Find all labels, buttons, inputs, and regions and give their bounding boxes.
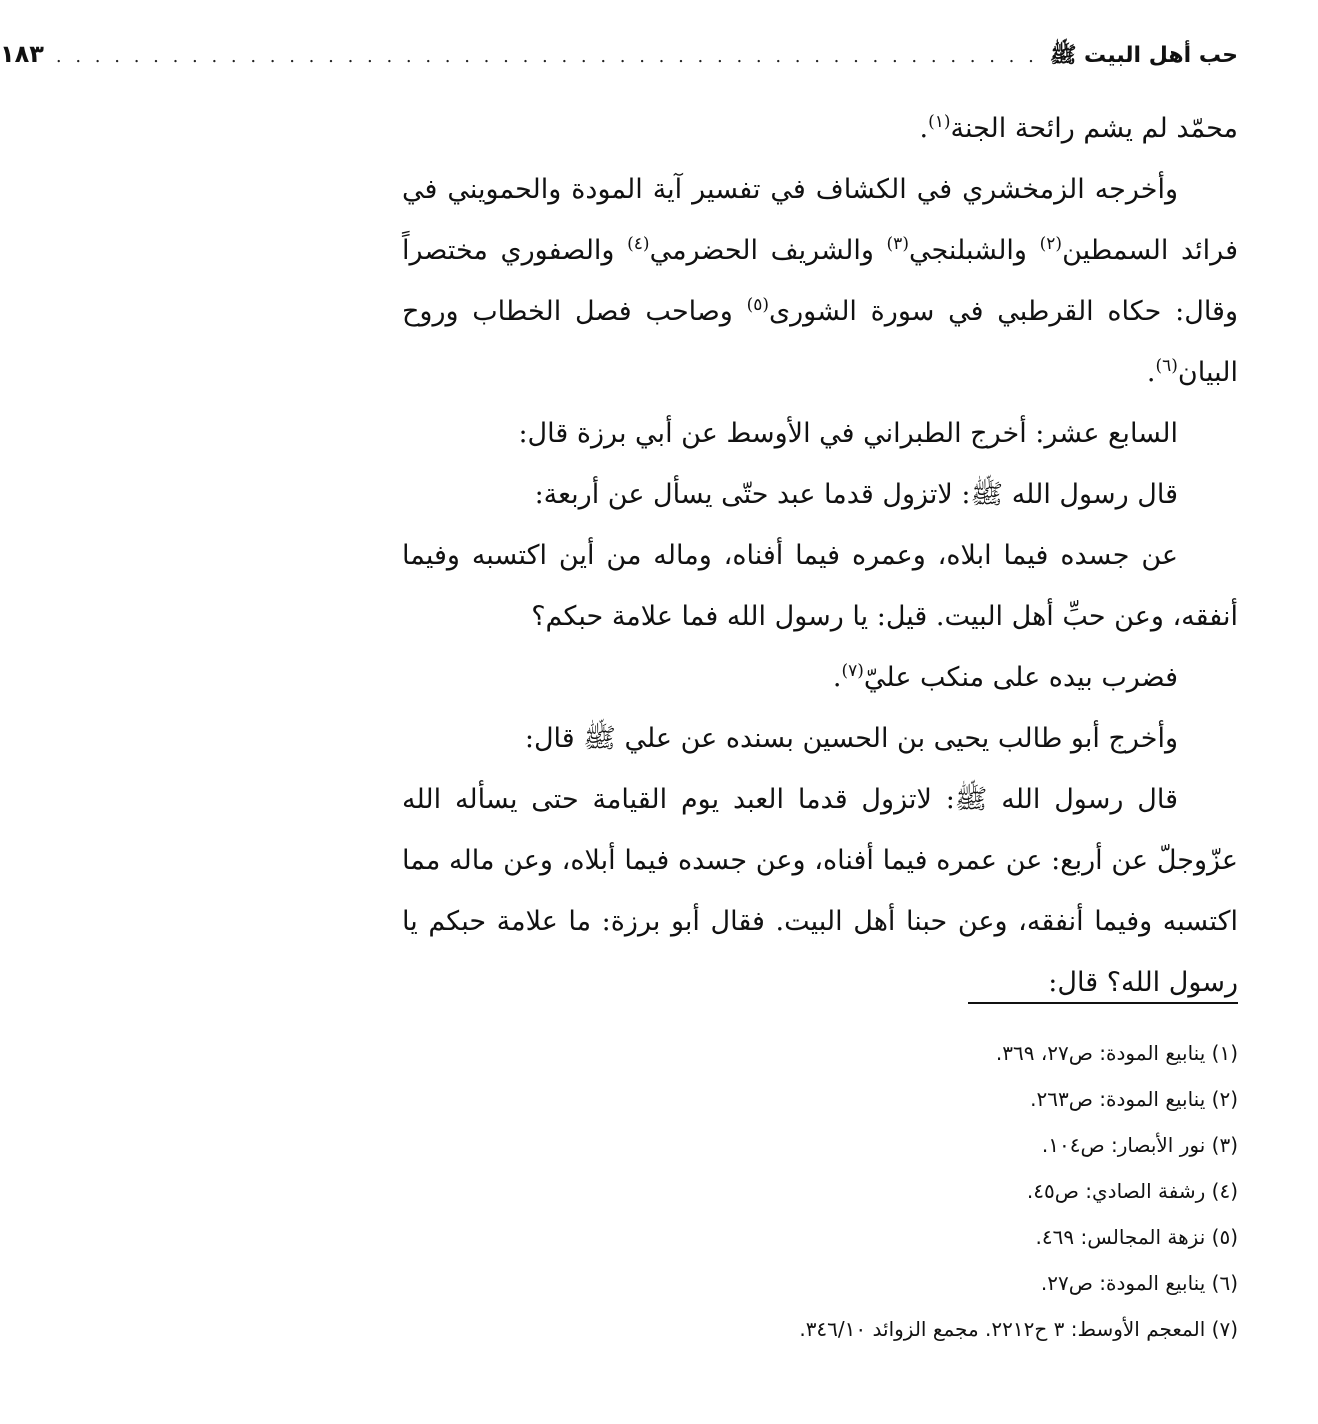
- footnote-separator: [968, 1002, 1238, 1004]
- paragraph-2-part-4: والصفوري مختصراً وقال: حكاه القرطبي في سورة الشورى: [402, 235, 1238, 327]
- footnote-2: (٢) ينابيع المودة: ص٢٦٣.: [1030, 1087, 1238, 1111]
- paragraph-2-part-2: والشبلنجي: [908, 235, 1040, 266]
- footnote-5: (٥) نزهة المجالس: ٤٦٩.: [1035, 1225, 1238, 1249]
- paragraph-1-text: محمّد لم يشم رائحة الجنة: [950, 113, 1238, 144]
- footnote-4: (٤) رشفة الصادي: ص٤٥.: [1026, 1179, 1238, 1203]
- paragraph-4: قال رسول الله ﷺ: لاتزول قدما عبد حتّى يسأل عن أربعة:: [534, 479, 1178, 510]
- paragraph-2-part-5: وصاحب فصل الخطاب وروح البيان: [402, 296, 1238, 388]
- footnote-ref-6[interactable]: (٦): [1155, 356, 1178, 376]
- paragraph-1-end: .: [919, 113, 929, 144]
- footnote-ref-3[interactable]: (٣): [886, 234, 909, 254]
- main-text: [402, 98, 1238, 1013]
- footnotes: [402, 1030, 1238, 1352]
- footnote-ref-7[interactable]: (٧): [841, 661, 864, 681]
- paragraph-3: السابع عشر: أخرج الطبراني في الأوسط عن أبي برزة قال:: [518, 418, 1178, 449]
- paragraph-6: [402, 647, 1238, 708]
- page-number: ١٨٣: [0, 40, 44, 68]
- paragraph-2-part-3: والشريف الحضرمي: [649, 235, 887, 266]
- footnote-ref-5[interactable]: (٥): [746, 295, 769, 315]
- paragraph-7: وأخرج أبو طالب يحيى بن الحسين بسنده عن علي ﷺ قال:: [524, 723, 1178, 754]
- paragraph-8: قال رسول الله ﷺ: لاتزول قدما العبد يوم القيامة حتى يسأله الله عزّوجلّ عن أربع: عن عمره فيما أفناه، وعن جسده فيما أبلاه، وعن ماله مما اكتسبه وفيما أنفقه، وعن حبنا أهل البيت. فقال أبو برزة: ما علامة حبكم يا رسول الله؟ قال:: [402, 784, 1238, 998]
- paragraph-6-end: .: [832, 662, 842, 693]
- footnote-ref-2[interactable]: (٢): [1039, 234, 1063, 254]
- footnote-3: (٣) نور الأبصار: ص١٠٤.: [1041, 1133, 1238, 1157]
- running-title: حب أهل البيت ﷺ: [1049, 43, 1238, 68]
- paragraph-1: [402, 98, 1238, 159]
- footnote-6: (٦) ينابيع المودة: ص٢٧.: [1040, 1271, 1238, 1295]
- paragraph-2: [402, 159, 1238, 403]
- page-header: [0, 40, 1238, 90]
- footnote-ref-4[interactable]: (٤): [627, 234, 650, 254]
- paragraph-2-end: .: [1146, 357, 1156, 388]
- book-page: [0, 40, 1238, 1400]
- paragraph-6-text: فضرب بيده على منكب عليّ: [863, 662, 1178, 693]
- paragraph-2-part-1: وأخرجه الزمخشري في الكشاف في تفسير آية المودة والحمويني في فرائد السمطين: [402, 174, 1238, 266]
- footnote-ref-1[interactable]: (١): [928, 112, 951, 132]
- leader-dots: . . . . . . . . . . . . . . . . . . . . . . . . . . . . . . . . . . . . . . . . . . . . . . . . . . .: [55, 46, 1038, 67]
- footnote-1: (١) ينابيع المودة: ص٢٧، ٣٦٩.: [995, 1041, 1238, 1065]
- footnote-7: (٧) المعجم الأوسط: ٣ ح٢٢١٢. مجمع الزوائد ٣٤٦/١٠.: [799, 1317, 1238, 1341]
- paragraph-5: عن جسده فيما ابلاه، وعمره فيما أفناه، وماله من أين اكتسبه وفيما أنفقه، وعن حبِّ أهل البيت. قيل: يا رسول الله فما علامة حبكم؟: [402, 540, 1238, 632]
